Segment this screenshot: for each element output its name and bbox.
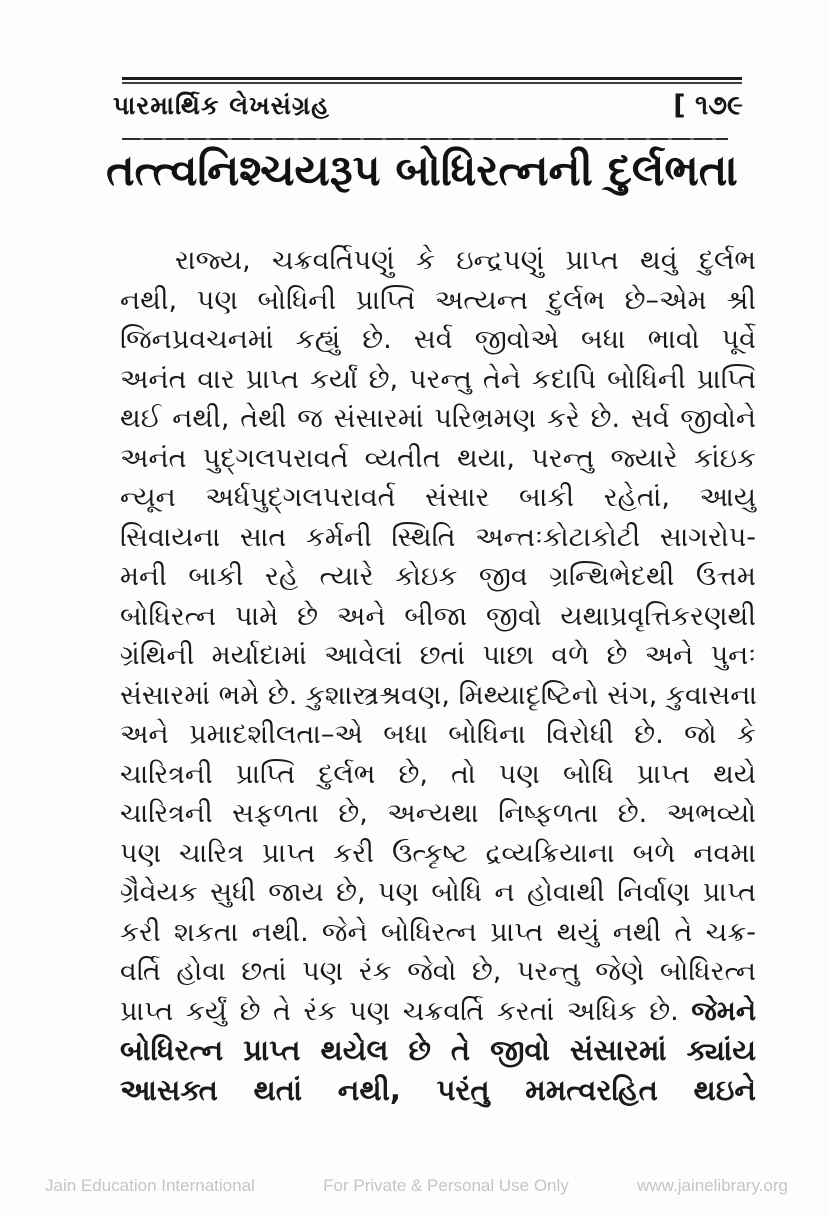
- text-line: પ્રાપ્ત કર્યું છે તે રંક પણ ચક્રવર્તિ કરતાં અધિક છે. જેમને: [120, 995, 756, 1027]
- text-line: ચારિત્રની પ્રાપ્તિ દુર્લભ છે, તો પણ બોધિ પ્રાપ્ત થયે: [120, 758, 756, 790]
- text-line: થઈ નથી, તેથી જ સંસારમાં પરિભ્રમણ કરે છે. સર્વ જીવોને: [120, 403, 756, 434]
- text-line: સિવાયના સાત કર્મની સ્થિતિ અન્તઃકોટાકોટી સાગરોપ-: [120, 521, 756, 553]
- text-line: અનંત વાર પ્રાપ્ત કર્યાં છે, પરન્તુ તેને કદાપિ બોધિની પ્રાપ્તિ: [120, 363, 756, 395]
- footer-publisher: Jain Education International: [45, 1176, 255, 1195]
- text-line: સંસારમાં ભમે છે. કુશાસ્ત્રશ્રવણ, મિથ્યાદૃષ્ટિનો સંગ, કુવાસના: [120, 679, 758, 711]
- book-title: પારમાર્થિક લેખસંગ્રહ: [113, 91, 330, 120]
- text-line-bold: બોધિરત્ન પ્રાપ્ત થયેલ છે તે જીવો સંસારમાં ક્યાંય: [120, 1033, 756, 1067]
- text-line-bold: આસક્ત થતાં નથી, પરંતુ મમત્વરહિત થઇને: [120, 1072, 756, 1107]
- article-title: તત્ત્વનિશ્ચયરૂપ બોધિરત્નની દુર્લભતા: [106, 146, 738, 196]
- text-line: નથી, પણ બોધિની પ્રાપ્તિ અત્યન્ત દુર્લભ છે–એમ શ્રી: [120, 284, 756, 316]
- footer-usage-note: For Private & Personal Use Only: [323, 1176, 569, 1195]
- scan-watermark-footer: [45, 1176, 788, 1196]
- text-line: ગ્રંથિની મર્યાદામાં આવેલાં છતાં પાછા વળે છે અને પુનઃ: [120, 640, 756, 671]
- text-line: અનંત પુદ્ગલપરાવર્ત વ્યતીત થયા, પરન્તુ જ્યારે કાંઇક: [120, 442, 756, 474]
- text-line: વર્તિ હોવા છતાં પણ રંક જેવો છે, પરન્તુ જેણે બોધિરત્ન: [120, 956, 756, 987]
- article-body: [120, 241, 756, 1110]
- text-line: પણ ચારિત્ર પ્રાપ્ત કરી ઉત્કૃષ્ટ દ્રવ્યક્રિયાના બળે નવમા: [120, 837, 756, 869]
- text-line: મની બાકી રહે ત્યારે કોઇક જીવ ગ્રન્થિભેદથી ઉત્તમ: [120, 561, 756, 592]
- text-line: ગ્રૈવેયક સુધી જાય છે, પણ બોધિ ન હોવાથી નિર્વાણ પ્રાપ્ત: [120, 877, 756, 908]
- footer-website: www.jainelibrary.org: [637, 1176, 788, 1195]
- page-number: [ ૧૭૯: [673, 90, 743, 121]
- text-line: ચારિત્રની સફળતા છે, અન્યથા નિષ્ફળતા છે. અભવ્યો: [120, 798, 756, 829]
- text-line: બોધિરત્ન પામે છે અને બીજા જીવો યથાપ્રવૃત્તિકરણથી: [120, 600, 756, 632]
- text-line: જિનપ્રવચનમાં કહ્યું છે. સર્વ જીવોએ બધા ભાવો પૂર્વે: [120, 324, 756, 355]
- page-header: [113, 90, 743, 122]
- header-double-rule: [122, 77, 742, 84]
- text-line: અને પ્રમાદશીલતા–એ બધા બોધિના વિરોધી છે. જો કે: [120, 719, 756, 750]
- text-line: ન્યૂન અર્ધપુદ્ગલપરાવર્ત સંસાર બાકી રહેતાં, આયુ: [120, 482, 756, 513]
- text-line: રાજ્ય, ચક્રવર્તિપણું કે ઇન્દ્રપણું પ્રાપ્ત થવું દુર્લભ: [175, 245, 756, 276]
- header-rule: [122, 138, 728, 140]
- text-line: કરી શકતા નથી. જેને બોધિરત્ન પ્રાપ્ત થયું નથી તે ચક્ર-: [120, 916, 756, 948]
